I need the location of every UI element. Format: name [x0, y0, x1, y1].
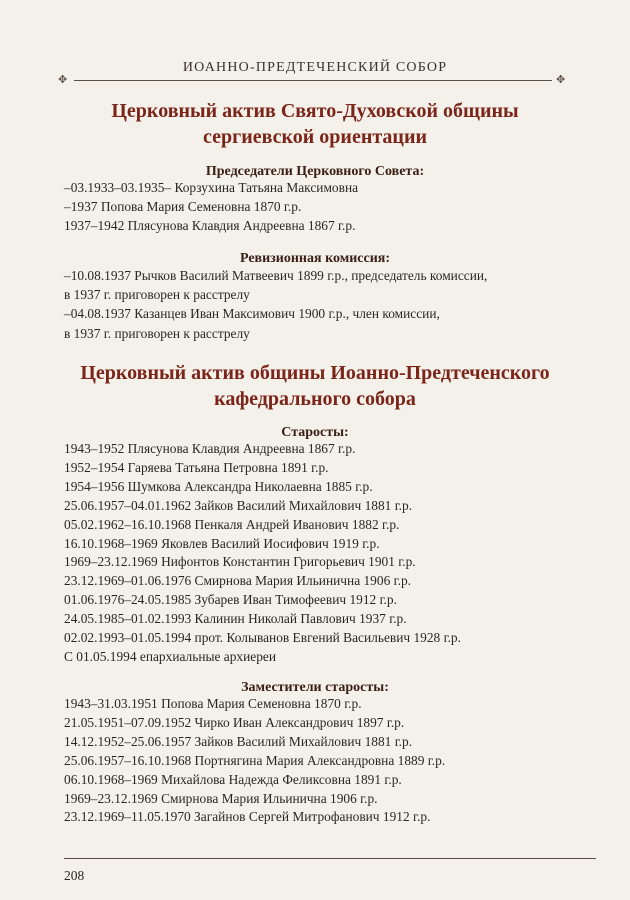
- chairmen-heading: Председатели Церковного Совета:: [205, 164, 425, 179]
- list-item: –03.1933–03.1935– Корзухина Татьяна Максимовна: [64, 180, 359, 195]
- audit-list: [64, 266, 564, 343]
- section2-title: [0, 360, 630, 412]
- list-item: в 1937 г. приговорен к расстрелу: [64, 325, 250, 341]
- list-item: 1943–1952 Плясунова Клавдия Андреевна 1867 г.р.: [64, 441, 356, 456]
- page-number: 208: [64, 868, 85, 883]
- deputies-list: [64, 695, 564, 827]
- list-item: 14.12.1952–25.06.1957 Зайков Василий Михайлович 1881 г.р.: [64, 733, 413, 749]
- list-item: 1943–31.03.1951 Попова Мария Семеновна 1870 г.р.: [64, 696, 362, 711]
- list-item: 1952–1954 Гаряева Татьяна Петровна 1891 г.р.: [64, 459, 329, 475]
- list-item: 06.10.1968–1969 Михайлова Надежда Феликсовна 1891 г.р.: [64, 771, 402, 787]
- elders-heading: Старосты:: [281, 425, 349, 440]
- list-item: 1969–23.12.1969 Смирнова Мария Ильинична 1906 г.р.: [64, 790, 378, 806]
- list-item: –1937 Попова Мария Семеновна 1870 г.р.: [64, 199, 302, 215]
- audit-heading: Ревизионная комиссия:: [239, 251, 391, 266]
- section1-title-line2: сергиевской ориентации: [203, 126, 427, 148]
- list-item: 24.05.1985–01.02.1993 Калинин Николай Павлович 1937 г.р.: [64, 611, 407, 627]
- list-item: 05.02.1962–16.10.1968 Пенкаля Андрей Иванович 1882 г.р.: [64, 516, 400, 532]
- list-item: С 01.05.1994 епархиальные архиереи: [64, 648, 277, 664]
- list-item: –04.08.1937 Казанцев Иван Максимович 1900 г.р., член комиссии,: [64, 306, 440, 322]
- list-item: 25.06.1957–04.01.1962 Зайков Василий Михайлович 1881 г.р.: [64, 497, 413, 513]
- list-item: 21.05.1951–07.09.1952 Чирко Иван Александрович 1897 г.р.: [64, 714, 405, 730]
- footer-rule: [64, 858, 596, 859]
- list-item: 1937–1942 Плясунова Клавдия Андреевна 1867 г.р.: [64, 218, 356, 234]
- header-ornament-left-icon: ✥: [58, 73, 68, 86]
- section2-title-line2: кафедрального собора: [214, 388, 416, 410]
- list-item: 23.12.1969–01.06.1976 Смирнова Мария Ильинична 1906 г.р.: [64, 573, 411, 589]
- list-item: 25.06.1957–16.10.1968 Портнягина Мария Александровна 1889 г.р.: [64, 752, 446, 768]
- section2-title-line1: Церковный актив общины Иоанно-Предтеченского: [80, 362, 550, 384]
- list-item: 16.10.1968–1969 Яковлев Василий Иосифович 1919 г.р.: [64, 535, 380, 551]
- deputies-heading: Заместители старосты:: [241, 680, 389, 695]
- section1-title: [0, 98, 630, 150]
- chairmen-list: [64, 178, 564, 236]
- header-ornament-right-icon: ✥: [556, 73, 566, 86]
- header-rule: [74, 80, 552, 81]
- list-item: 02.02.1993–01.05.1994 прот. Колыванов Евгений Васильевич 1928 г.р.: [64, 630, 461, 646]
- list-item: –10.08.1937 Рычков Василий Матвеевич 1899 г.р., председатель комиссии,: [64, 268, 488, 283]
- list-item: 1969–23.12.1969 Нифонтов Константин Григорьевич 1901 г.р.: [64, 554, 416, 570]
- running-header: ИОАННО-ПРЕДТЕЧЕНСКИЙ СОБОР: [182, 60, 448, 75]
- section1-title-line1: Церковный актив Свято-Духовской общины: [111, 100, 519, 122]
- list-item: в 1937 г. приговорен к расстрелу: [64, 287, 250, 303]
- elders-list: [64, 440, 564, 667]
- list-item: 23.12.1969–11.05.1970 Загайнов Сергей Митрофанович 1912 г.р.: [64, 809, 431, 825]
- list-item: 01.06.1976–24.05.1985 Зубарев Иван Тимофеевич 1912 г.р.: [64, 592, 397, 608]
- list-item: 1954–1956 Шумкова Александра Николаевна 1885 г.р.: [64, 478, 373, 494]
